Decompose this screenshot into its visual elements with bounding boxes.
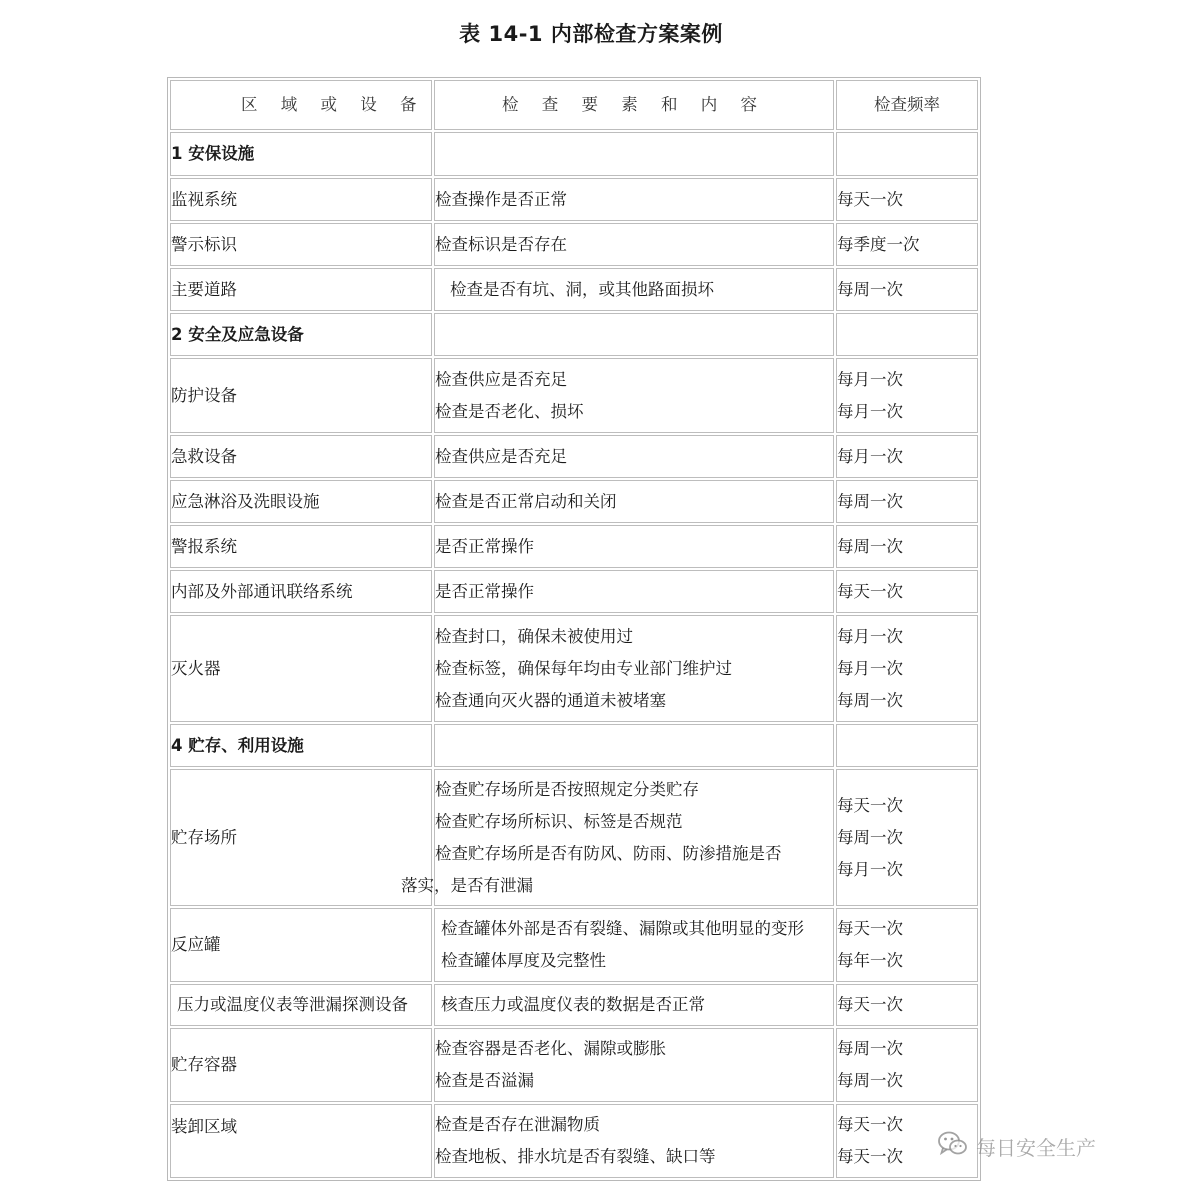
frequency-line: 每天一次 [837, 919, 903, 938]
table-row [170, 268, 978, 311]
frequency-line: 每天一次 [837, 581, 903, 601]
content-line: 检查罐体外部是否有裂缝、漏隙或其他明显的变形 [441, 919, 804, 938]
inspection-table [167, 77, 981, 1181]
frequency-cell [836, 1028, 978, 1102]
frequency-line: 每周一次 [837, 491, 903, 511]
watermark-text: 每日安全生产 [976, 1135, 1096, 1160]
table-row [170, 480, 978, 523]
content-line: 检查是否老化、损坏 [435, 401, 584, 421]
content-line: 检查供应是否充足 [435, 369, 567, 389]
content-cell [434, 178, 834, 221]
table-row [170, 615, 978, 722]
area-cell: 内部及外部通讯联络系统 [170, 570, 432, 613]
content-line: 是否正常操作 [435, 536, 534, 556]
area-cell: 贮存容器 [170, 1028, 432, 1102]
empty-cell [434, 132, 834, 176]
frequency-line: 每月一次 [837, 626, 903, 646]
frequency-line: 每月一次 [837, 446, 903, 466]
frequency-line: 每天一次 [837, 1147, 903, 1166]
frequency-line: 每月一次 [837, 369, 903, 389]
content-line: 检查贮存场所标识、标签是否规范 [435, 811, 683, 831]
frequency-cell [836, 223, 978, 266]
table-row [170, 358, 978, 433]
content-cell [434, 435, 834, 478]
frequency-cell [836, 525, 978, 568]
header-content: 检 查 要 素 和 内 容 [434, 80, 834, 130]
empty-cell [434, 724, 834, 767]
table-row [170, 769, 978, 906]
area-cell: 警报系统 [170, 525, 432, 568]
content-cell [434, 480, 834, 523]
frequency-cell [836, 570, 978, 613]
content-line: 检查标识是否存在 [435, 234, 567, 254]
area-cell: 监视系统 [170, 178, 432, 221]
table-row [170, 178, 978, 221]
content-line: 检查是否正常启动和关闭 [435, 491, 617, 511]
frequency-line: 每天一次 [837, 189, 903, 209]
empty-cell [836, 132, 978, 176]
frequency-cell [836, 178, 978, 221]
content-line: 落实，是否有泄漏 [401, 875, 533, 895]
content-line: 检查地板、排水坑是否有裂缝、缺口等 [435, 1147, 716, 1166]
table-row [170, 908, 978, 982]
table-row [170, 570, 978, 613]
content-cell [434, 570, 834, 613]
area-cell: 急救设备 [170, 435, 432, 478]
frequency-cell [836, 480, 978, 523]
frequency-line: 每月一次 [837, 658, 903, 678]
empty-cell [434, 313, 834, 356]
content-line: 是否正常操作 [435, 581, 534, 601]
frequency-line: 每周一次 [837, 1071, 903, 1090]
frequency-cell [836, 435, 978, 478]
frequency-line: 每月一次 [837, 859, 903, 879]
content-line: 检查标签，确保每年均由专业部门维护过 [435, 658, 732, 678]
frequency-line: 每周一次 [837, 690, 903, 710]
content-cell [434, 984, 834, 1026]
content-line: 检查是否存在泄漏物质 [435, 1115, 600, 1134]
frequency-line: 每月一次 [837, 401, 903, 421]
section-title: 1 安保设施 [170, 132, 432, 176]
frequency-line: 每周一次 [837, 827, 903, 847]
watermark [938, 1128, 1096, 1164]
frequency-cell [836, 268, 978, 311]
frequency-cell [836, 615, 978, 722]
section-row [170, 724, 978, 767]
frequency-cell [836, 908, 978, 982]
content-line: 检查是否溢漏 [435, 1071, 534, 1090]
frequency-line: 每天一次 [837, 995, 903, 1014]
content-line: 检查贮存场所是否按照规定分类贮存 [435, 779, 699, 799]
table-row [170, 1028, 978, 1102]
table-row [170, 1104, 978, 1178]
content-cell [434, 1028, 834, 1102]
frequency-line: 每周一次 [837, 279, 903, 299]
area-cell: 防护设备 [170, 358, 432, 433]
empty-cell [836, 724, 978, 767]
frequency-line: 每天一次 [837, 1115, 903, 1134]
content-line: 检查容器是否老化、漏隙或膨胀 [435, 1039, 666, 1058]
section-title: 2 安全及应急设备 [170, 313, 432, 356]
area-cell: 灭火器 [170, 615, 432, 722]
area-cell: 主要道路 [170, 268, 432, 311]
content-cell [434, 908, 834, 982]
content-line: 检查罐体厚度及完整性 [441, 951, 606, 970]
content-cell [434, 1104, 834, 1178]
area-cell: 警示标识 [170, 223, 432, 266]
frequency-line: 每周一次 [837, 536, 903, 556]
content-cell [401, 769, 834, 906]
area-cell: 压力或温度仪表等泄漏探测设备 [170, 984, 432, 1026]
empty-cell [836, 313, 978, 356]
header-area: 区 域 或 设 备 [170, 80, 432, 130]
frequency-line: 每周一次 [837, 1039, 903, 1058]
table-row [170, 223, 978, 266]
frequency-cell [836, 358, 978, 433]
table-row [170, 525, 978, 568]
header-row [170, 80, 978, 130]
content-line: 检查操作是否正常 [435, 189, 567, 209]
section-title: 4 贮存、利用设施 [170, 724, 432, 767]
section-row [170, 313, 978, 356]
frequency-cell [836, 769, 978, 906]
table-row [170, 984, 978, 1026]
content-line: 检查是否有坑、洞，或其他路面损坏 [450, 279, 714, 299]
content-cell [434, 525, 834, 568]
content-line: 检查贮存场所是否有防风、防雨、防渗措施是否 [435, 843, 782, 863]
content-cell [434, 615, 834, 722]
content-cell [434, 268, 834, 311]
page-title: 表 14-1 内部检查方案案例 [459, 22, 723, 46]
content-line: 检查封口，确保未被使用过 [435, 626, 633, 646]
content-cell [434, 223, 834, 266]
table-row [170, 435, 978, 478]
content-cell [434, 358, 834, 433]
content-line: 检查供应是否充足 [435, 446, 567, 466]
frequency-line: 每天一次 [837, 795, 903, 815]
area-cell: 反应罐 [170, 908, 432, 982]
content-line: 核查压力或温度仪表的数据是否正常 [441, 995, 705, 1014]
content-line: 检查通向灭火器的通道未被堵塞 [435, 690, 666, 710]
header-frequency: 检查频率 [836, 80, 978, 130]
frequency-line: 每年一次 [837, 951, 903, 970]
frequency-cell [836, 984, 978, 1026]
wechat-icon [938, 1131, 968, 1162]
area-cell: 贮存场所 [170, 769, 432, 906]
frequency-line: 每季度一次 [837, 234, 920, 254]
area-cell: 应急淋浴及洗眼设施 [170, 480, 432, 523]
area-cell: 装卸区域 [170, 1104, 432, 1178]
section-row [170, 132, 978, 176]
